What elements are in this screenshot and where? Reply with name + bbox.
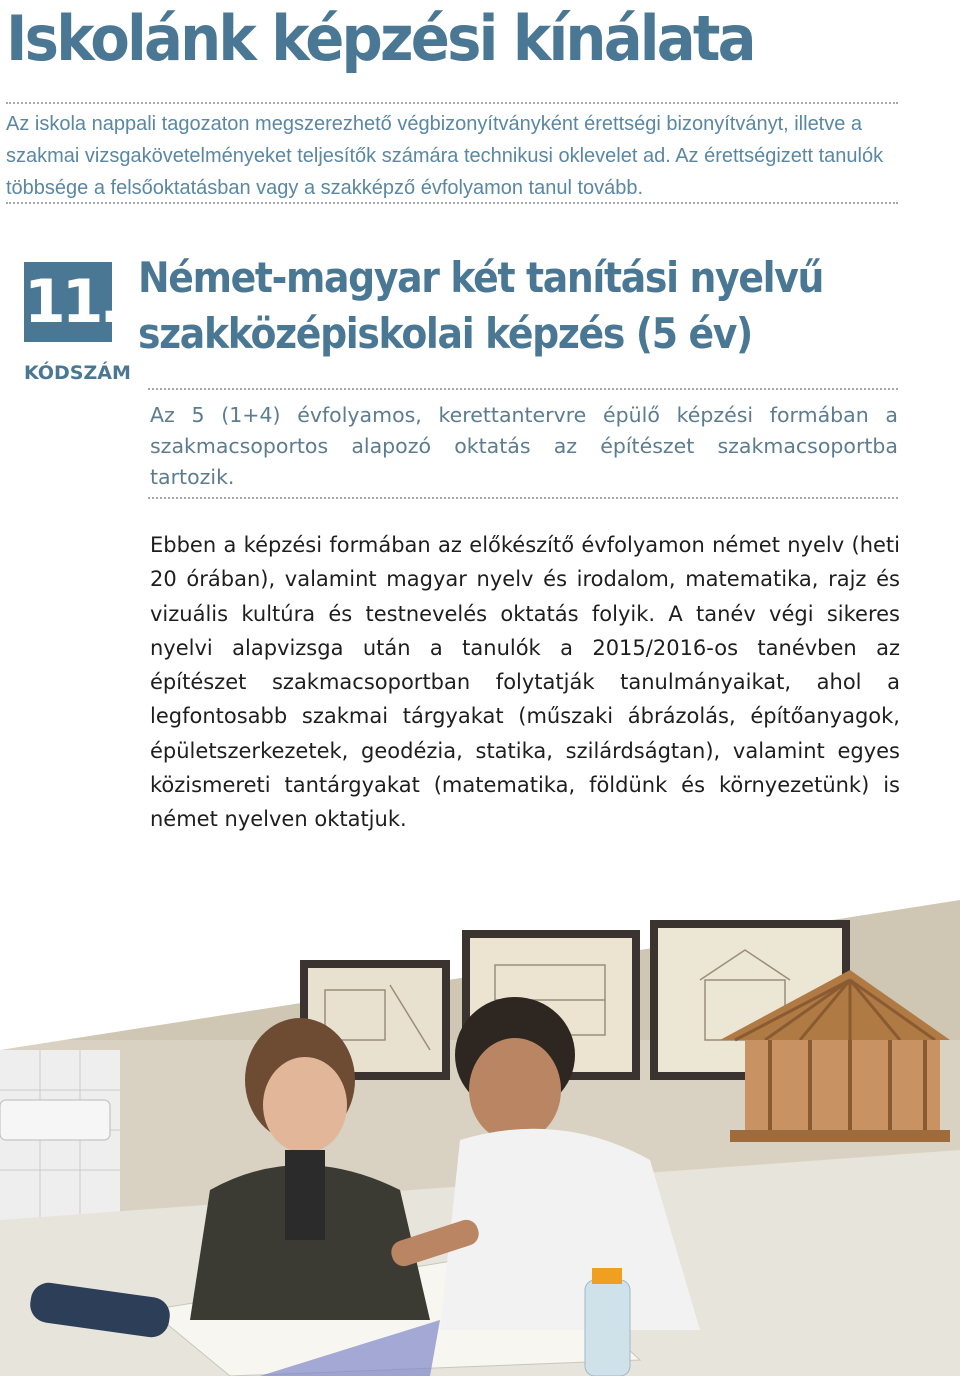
intro-paragraph: Az iskola nappali tagozaton megszerezhető végbizonyítványként érettségi bizonyítványt, illetve a szakmai vizsgakövetelményeket teljesítők számára technikusi oklevelet ad. Az érettségizett tanulók többsége a felsőoktatásban vagy a szakképző évfolyamon tanul tovább. [6,113,884,199]
photo-sink [0,1100,110,1140]
divider-course-summary [148,497,898,499]
photo-water-bottle [585,1280,630,1376]
course-code-number: 11. [24,262,112,342]
course-code-label: KÓDSZÁM [24,362,131,384]
course-code [24,262,131,384]
course-body: Ebben a képzési formában az előkészítő évfolyamon német nyelv (heti 20 órában), valamint magyar nyelv és irodalom, matematika, rajz és vizuális kultúra és testnevelés oktatás folyik. A tanév végi sikeres nyelvi alapvizsga után a tanulók a 2015/2016-os tanévben az építészet szakmacsoportban folytatják tanulmányaikat, ahol a legfontosabb szakmai tárgyakat (műszaki ábrázolás, építőanyagok, épületszerkezetek, geodézia, statika, szilárdságtan), valamint egyes közismereti tantárgyakat (matematika, földünk és környezetünk) is német nyelven oktatjuk. [150,533,900,832]
divider-top [6,102,898,104]
course-title-line1: Német-magyar két tanítási nyelvű [138,253,824,302]
course-summary: Az 5 (1+4) évfolyamos, kerettantervre épülő képzési formában a szakmacsoportos alapozó oktatás az építészet szakmacsoportba tartozik. [150,403,898,489]
course-title-line2: szakközépiskolai képzés (5 év) [138,309,752,358]
divider-intro-bottom [6,202,898,204]
course-title [138,250,840,362]
page-title: Iskolánk képzési kínálata [6,2,754,75]
students-drafting-photo [0,890,960,1376]
divider-course-title [148,388,898,390]
